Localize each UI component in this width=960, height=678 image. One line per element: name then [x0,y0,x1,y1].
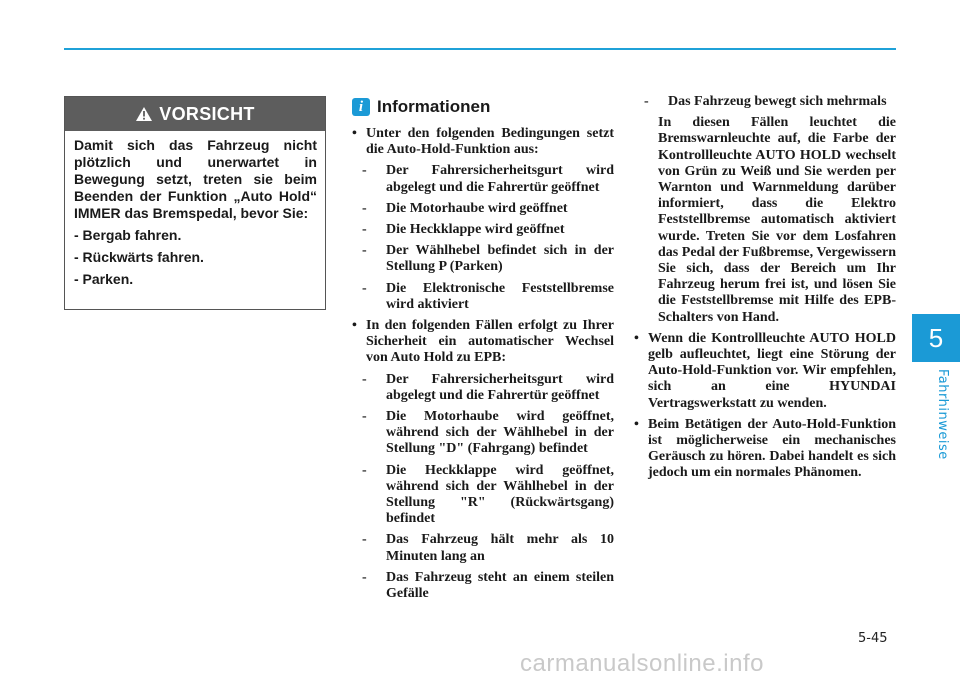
info-sub-item: - Die Heckklappe wird geöffnet [362,222,614,238]
info-sub-item: - Das Fahrzeug steht an einem steilen Gefälle [362,570,614,602]
info-sub-item: - Die Motorhaube wird geöffnet [362,201,614,217]
page-number: 5-45 [858,631,888,646]
info-sub-item: - Die Heckklappe wird geöffnet, während sich der Wählhebel in der Stellung "R" (Rückwärtsgang) befindet [362,463,614,528]
info-note: In diesen Fällen leuchtet die Bremswarnleuchte auf, die Farbe der Kontrollleuchte AUTO HOLD wechselt von Grün zu Weiß und Sie werden per Warnton und Warnmeldung darüber informiert, dass die Elektro Feststellbremse automatisch aktiviert wurde. Treten Sie vor dem Losfahren das Pedal der Fußbremse, Vergewissern Sie sich, dass der Bereich um Ihr Fahrzeug herum frei ist, und lösen Sie die Feststellbremse mit Hilfe des EPB-Schalters von Hand. [658,115,896,325]
caution-title: VORSICHT [159,103,255,124]
caution-intro: Damit sich das Fahrzeug nicht plötzlich und unerwartet in Bewegung setzt, treten sie beim Beenden der Funktion „Auto Hold“ IMMER das Bremspedal, bevor Sie: [74,137,317,221]
info-column-right [634,94,896,487]
info-sub-item: - Das Fahrzeug bewegt sich mehrmals [644,94,896,110]
top-rule [64,48,896,50]
caution-box [64,96,326,310]
info-sub-item: - Die Motorhaube wird geöffnet, während sich der Wählhebel in der Stellung "D" (Fahrgang) befindet [362,409,614,458]
info-sub-item: - Der Wählhebel befindet sich in der Stellung P (Parken) [362,243,614,275]
warning-triangle-icon [135,106,153,122]
info-bullet: • In den folgenden Fällen erfolgt zu Ihrer Sicherheit ein automatischer Wechsel von Auto Hold zu EPB: [352,318,614,367]
info-bullet: • Unter den folgenden Bedingungen setzt die Auto-Hold-Funktion aus: [352,126,614,158]
caution-header [65,97,325,131]
info-column-left [352,126,614,607]
caution-item: - Rückwärts fahren. [74,249,204,265]
watermark: carmanualsonline.info [520,650,764,677]
chapter-label: Fahrhinweise [935,368,950,460]
info-sub-item: - Der Fahrersicherheitsgurt wird abgelegt und die Fahrertür geöffnet [362,372,614,404]
caution-item: - Bergab fahren. [74,227,182,243]
chapter-number: 5 [928,322,944,353]
caution-item: - Parken. [74,271,134,287]
caution-body [65,131,325,288]
info-bullet: • Wenn die Kontrollleuchte AUTO HOLD gelb aufleuchtet, liegt eine Störung der Auto-Hold-Funktion vor. Wir empfehlen, sich an eine HYUNDAI Vertragswerkstatt zu wenden. [634,331,896,412]
info-sub-item: - Das Fahrzeug hält mehr als 10 Minuten lang an [362,532,614,564]
info-title: Informationen [377,97,491,116]
chapter-tab[interactable] [912,314,960,362]
info-header [352,96,490,118]
info-sub-item: - Der Fahrersicherheitsgurt wird abgelegt und die Fahrertür geöffnet [362,163,614,195]
info-sub-item: - Die Elektronische Feststellbremse wird aktiviert [362,281,614,313]
info-icon: i [352,98,370,116]
info-bullet: • Beim Betätigen der Auto-Hold-Funktion ist möglicherweise ein mechanisches Geräusch zu hören. Dabei handelt es sich jedoch um ein normales Phänomen. [634,417,896,482]
